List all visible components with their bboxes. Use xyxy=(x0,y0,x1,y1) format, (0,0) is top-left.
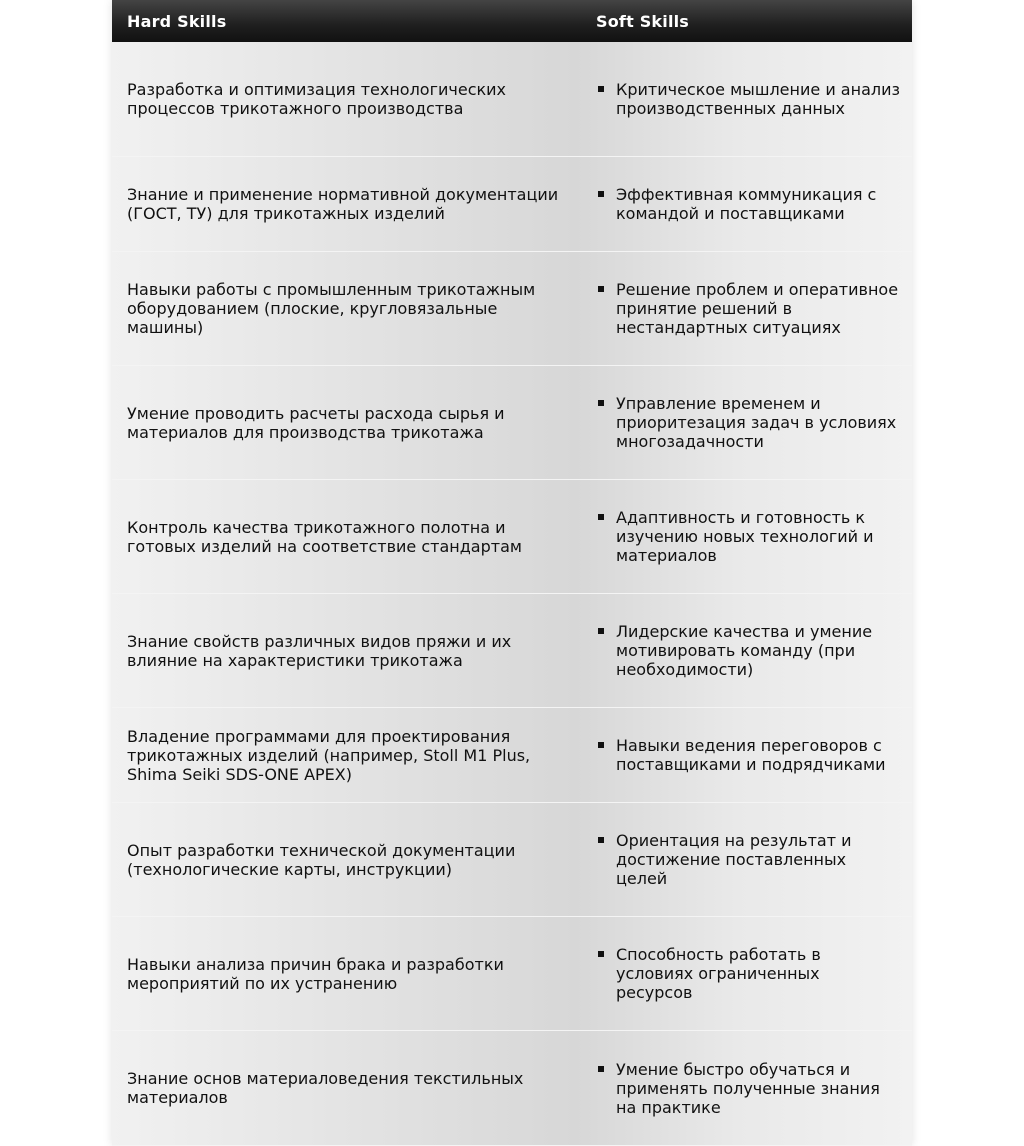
hard-skill-cell: Знание и применение нормативной документации (ГОСТ, ТУ) для трикотажных изделий xyxy=(127,185,559,223)
skills-table xyxy=(112,0,912,1146)
bullet-icon xyxy=(598,951,604,957)
bullet-icon xyxy=(598,400,604,406)
soft-skill-text: Ориентация на результат и достижение поставленных целей xyxy=(616,831,852,888)
table-row xyxy=(112,157,912,252)
soft-skill-text: Критическое мышление и анализ производственных данных xyxy=(616,80,900,118)
soft-skill-cell xyxy=(596,1060,912,1117)
soft-skill-text: Навыки ведения переговоров с поставщиками и подрядчиками xyxy=(616,736,886,774)
hard-skill-cell: Умение проводить расчеты расхода сырья и материалов для производства трикотажа xyxy=(127,403,505,442)
table-row xyxy=(112,594,912,708)
hard-skill-cell: Контроль качества трикотажного полотна и готовых изделий на соответствие стандартам xyxy=(127,517,522,556)
bullet-icon xyxy=(598,837,604,843)
table-row xyxy=(112,42,912,157)
soft-skill-text: Эффективная коммуникация с командой и поставщиками xyxy=(616,185,877,223)
soft-skill-cell xyxy=(596,185,912,223)
soft-skill-text: Управление временем и приоритезация задач в условиях многозадачности xyxy=(616,394,897,451)
soft-skill-text: Решение проблем и оперативное принятие решений в нестандартных ситуациях xyxy=(616,280,899,337)
table-row xyxy=(112,252,912,366)
table-row xyxy=(112,366,912,480)
soft-skill-text: Адаптивность и готовность к изучению новых технологий и материалов xyxy=(616,508,874,565)
table-body xyxy=(112,42,912,1146)
soft-skill-text: Умение быстро обучаться и применять полученные знания на практике xyxy=(616,1059,880,1117)
soft-skill-cell xyxy=(596,394,912,451)
soft-skill-cell xyxy=(596,736,912,774)
table-row xyxy=(112,480,912,594)
soft-skill-text: Лидерские качества и умение мотивировать команду (при необходимости) xyxy=(616,622,873,679)
hard-skill-cell: Навыки работы с промышленным трикотажным оборудованием (плоские, кругловязальные машины) xyxy=(127,280,536,337)
bullet-icon xyxy=(598,191,604,197)
hard-skill-cell: Разработка и оптимизация технологических процессов трикотажного производства xyxy=(127,80,507,118)
soft-skill-cell xyxy=(596,945,912,1002)
table-row xyxy=(112,803,912,917)
soft-skill-text: Способность работать в условиях ограниченных ресурсов xyxy=(616,945,821,1002)
soft-skill-cell xyxy=(596,831,912,888)
table-row xyxy=(112,917,912,1031)
bullet-icon xyxy=(598,286,604,292)
bullet-icon xyxy=(598,514,604,520)
hard-skill-cell: Опыт разработки технической документации (технологические карты, инструкции) xyxy=(127,840,516,879)
soft-skill-cell xyxy=(596,508,912,565)
bullet-icon xyxy=(598,628,604,634)
hard-skills-header: Hard Skills xyxy=(127,11,227,31)
soft-skill-cell xyxy=(596,622,912,679)
soft-skill-cell xyxy=(596,280,912,337)
soft-skill-cell xyxy=(596,80,912,118)
hard-skill-cell: Навыки анализа причин брака и разработки мероприятий по их устранению xyxy=(127,954,504,993)
hard-skill-cell: Знание основ материаловедения текстильных материалов xyxy=(127,1069,524,1107)
soft-skills-header: Soft Skills xyxy=(596,11,690,31)
table-row xyxy=(112,1031,912,1146)
hard-skill-cell: Владение программами для проектирования трикотажных изделий (например, Stoll M1 Plus, Shima Seiki SDS-ONE APEX) xyxy=(127,726,531,784)
bullet-icon xyxy=(598,86,604,92)
table-header xyxy=(112,0,912,42)
bullet-icon xyxy=(598,742,604,748)
hard-skill-cell: Знание свойств различных видов пряжи и их влияние на характеристики трикотажа xyxy=(127,631,512,670)
table-row xyxy=(112,708,912,803)
bullet-icon xyxy=(598,1066,604,1072)
